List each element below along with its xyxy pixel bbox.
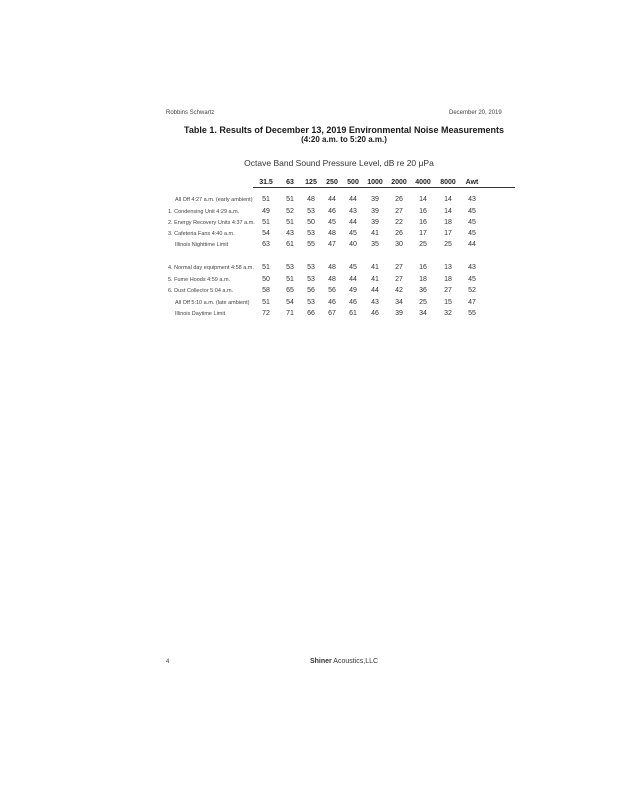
table-title: Table 1. Results of December 13, 2019 Environmental Noise Measurements bbox=[184, 125, 504, 135]
table-cell: 35 bbox=[371, 241, 379, 248]
row-label: 2. Energy Recovery Units 4:37 a.m. bbox=[168, 220, 255, 226]
table-cell: 44 bbox=[371, 287, 379, 294]
table-cell: 45 bbox=[468, 276, 476, 283]
header-date: December 20, 2019 bbox=[449, 110, 502, 116]
table-cell: 55 bbox=[307, 241, 315, 248]
table-cell: 44 bbox=[349, 276, 357, 283]
table-cell: 17 bbox=[444, 230, 452, 237]
table-cell: 16 bbox=[419, 208, 427, 215]
column-header: 125 bbox=[305, 179, 317, 186]
table-cell: 25 bbox=[419, 241, 427, 248]
table-cell: 53 bbox=[307, 264, 315, 271]
table-cell: 48 bbox=[328, 264, 336, 271]
table-cell: 56 bbox=[307, 287, 315, 294]
table-cell: 26 bbox=[395, 230, 403, 237]
table-cell: 47 bbox=[328, 241, 336, 248]
table-cell: 61 bbox=[286, 241, 294, 248]
table-cell: 27 bbox=[395, 264, 403, 271]
row-label: 6. Dust Collector 5:04 a.m. bbox=[168, 288, 234, 294]
table-cell: 53 bbox=[307, 230, 315, 237]
table-cell: 48 bbox=[307, 196, 315, 203]
table-cell: 46 bbox=[349, 299, 357, 306]
table-cell: 30 bbox=[395, 241, 403, 248]
row-label: All Off 4:27 a.m. (early ambient) bbox=[175, 197, 253, 203]
table-cell: 18 bbox=[444, 276, 452, 283]
table-cell: 17 bbox=[419, 230, 427, 237]
table-cell: 53 bbox=[286, 264, 294, 271]
table-cell: 16 bbox=[419, 264, 427, 271]
table-cell: 50 bbox=[262, 276, 270, 283]
table-cell: 15 bbox=[444, 299, 452, 306]
row-label: Illinois Daytime Limit bbox=[175, 311, 226, 317]
table-cell: 48 bbox=[328, 230, 336, 237]
table-cell: 43 bbox=[468, 196, 476, 203]
table-cell: 51 bbox=[286, 276, 294, 283]
table-cell: 51 bbox=[262, 264, 270, 271]
table-cell: 45 bbox=[328, 219, 336, 226]
table-cell: 52 bbox=[286, 208, 294, 215]
table-cell: 22 bbox=[395, 219, 403, 226]
table-cell: 66 bbox=[307, 310, 315, 317]
footer-firm-rest: Acoustics,LLC bbox=[331, 658, 379, 665]
table-cell: 43 bbox=[349, 208, 357, 215]
table-cell: 14 bbox=[444, 196, 452, 203]
row-label: Illinois Nighttime Limit bbox=[175, 242, 229, 248]
table-cell: 41 bbox=[371, 276, 379, 283]
table-cell: 46 bbox=[371, 310, 379, 317]
table-cell: 27 bbox=[395, 276, 403, 283]
table-cell: 44 bbox=[349, 196, 357, 203]
table-cell: 51 bbox=[286, 219, 294, 226]
row-label: 4. Normal day equipment 4:58 a.m. bbox=[168, 265, 254, 271]
page-number: 4 bbox=[166, 659, 170, 665]
table-cell: 14 bbox=[444, 208, 452, 215]
table-cell: 71 bbox=[286, 310, 294, 317]
table-cell: 18 bbox=[444, 219, 452, 226]
table-cell: 13 bbox=[444, 264, 452, 271]
table-cell: 46 bbox=[328, 299, 336, 306]
table-cell: 45 bbox=[468, 230, 476, 237]
column-header: Awt bbox=[465, 179, 479, 186]
table-cell: 52 bbox=[468, 287, 476, 294]
table-cell: 72 bbox=[262, 310, 270, 317]
table-cell: 53 bbox=[307, 299, 315, 306]
row-label: All Off 5:10 a.m. (late ambient) bbox=[175, 300, 250, 306]
table-cell: 51 bbox=[262, 219, 270, 226]
table-cell: 53 bbox=[307, 276, 315, 283]
band-caption: Octave Band Sound Pressure Level, dB re 20 μPa bbox=[244, 158, 434, 168]
table-cell: 54 bbox=[262, 230, 270, 237]
table-cell: 51 bbox=[286, 196, 294, 203]
row-label: 3. Cafeteria Fans 4:40 a.m. bbox=[168, 231, 235, 237]
table-cell: 45 bbox=[468, 219, 476, 226]
table-cell: 58 bbox=[262, 287, 270, 294]
column-header: 1000 bbox=[367, 179, 383, 186]
table-cell: 34 bbox=[395, 299, 403, 306]
table-cell: 25 bbox=[419, 299, 427, 306]
row-label: 1. Condensing Unit 4:29 a.m. bbox=[168, 209, 240, 215]
table-cell: 41 bbox=[371, 264, 379, 271]
table-cell: 34 bbox=[419, 310, 427, 317]
table-cell: 44 bbox=[468, 241, 476, 248]
column-header: 63 bbox=[286, 179, 294, 186]
table-cell: 39 bbox=[395, 310, 403, 317]
table-cell: 43 bbox=[468, 264, 476, 271]
column-header: 4000 bbox=[415, 179, 431, 186]
column-header: 500 bbox=[347, 179, 359, 186]
table-cell: 45 bbox=[349, 230, 357, 237]
table-cell: 56 bbox=[328, 287, 336, 294]
table-cell: 39 bbox=[371, 219, 379, 226]
table-cell: 44 bbox=[349, 219, 357, 226]
table-cell: 39 bbox=[371, 208, 379, 215]
table-cell: 63 bbox=[262, 241, 270, 248]
table-cell: 51 bbox=[262, 196, 270, 203]
footer-firm bbox=[0, 658, 618, 665]
footer-firm-bold: Shiner bbox=[309, 658, 332, 665]
table-cell: 53 bbox=[307, 208, 315, 215]
header-author: Robbins Schwartz bbox=[166, 110, 215, 116]
column-header: 8000 bbox=[440, 179, 456, 186]
table-cell: 51 bbox=[262, 299, 270, 306]
table-cell: 50 bbox=[307, 219, 315, 226]
table-cell: 14 bbox=[419, 196, 427, 203]
table-cell: 55 bbox=[468, 310, 476, 317]
table-cell: 48 bbox=[328, 276, 336, 283]
table-cell: 43 bbox=[286, 230, 294, 237]
table-cell: 44 bbox=[328, 196, 336, 203]
table-cell: 54 bbox=[286, 299, 294, 306]
table-cell: 47 bbox=[468, 299, 476, 306]
table-cell: 36 bbox=[419, 287, 427, 294]
table-cell: 40 bbox=[349, 241, 357, 248]
table-cell: 26 bbox=[395, 196, 403, 203]
header-rule bbox=[253, 187, 515, 188]
table-cell: 16 bbox=[419, 219, 427, 226]
table-cell: 42 bbox=[395, 287, 403, 294]
table-cell: 41 bbox=[371, 230, 379, 237]
table-cell: 67 bbox=[328, 310, 336, 317]
table-cell: 43 bbox=[371, 299, 379, 306]
column-header: 2000 bbox=[391, 179, 407, 186]
table-cell: 49 bbox=[262, 208, 270, 215]
table-cell: 27 bbox=[444, 287, 452, 294]
column-header: 31.5 bbox=[259, 179, 273, 186]
table-cell: 32 bbox=[444, 310, 452, 317]
table-cell: 25 bbox=[444, 241, 452, 248]
column-header: 250 bbox=[326, 179, 338, 186]
table-cell: 39 bbox=[371, 196, 379, 203]
table-cell: 61 bbox=[349, 310, 357, 317]
table-cell: 45 bbox=[349, 264, 357, 271]
table-subtitle: (4:20 a.m. to 5:20 a.m.) bbox=[301, 135, 387, 144]
table-cell: 46 bbox=[328, 208, 336, 215]
table-cell: 65 bbox=[286, 287, 294, 294]
table-cell: 45 bbox=[468, 208, 476, 215]
table-cell: 18 bbox=[419, 276, 427, 283]
table-cell: 49 bbox=[349, 287, 357, 294]
table-cell: 27 bbox=[395, 208, 403, 215]
row-label: 5. Fume Hoods 4:59 a.m. bbox=[168, 277, 231, 283]
